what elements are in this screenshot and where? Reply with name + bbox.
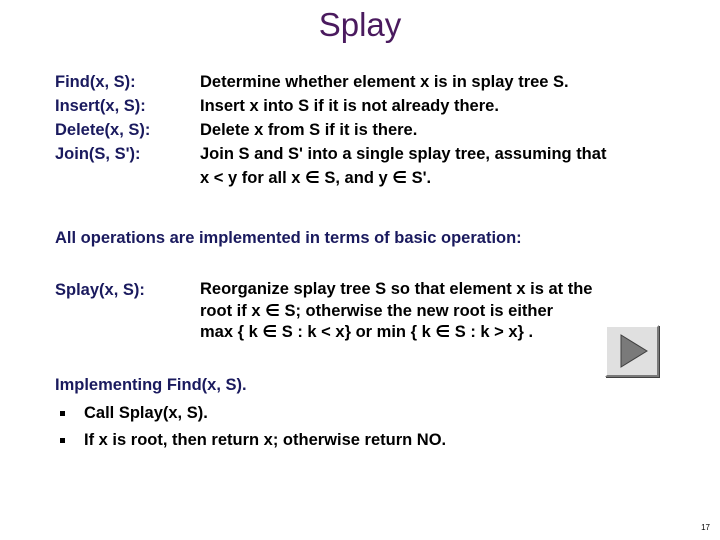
play-triangle-icon — [607, 327, 657, 375]
all-ops-statement: All operations are implemented in terms of basic operation: — [55, 229, 522, 247]
page-number: 17 — [701, 523, 710, 532]
op-label-splay: Splay(x, S): — [55, 281, 145, 299]
bullet-marker — [60, 411, 65, 416]
splay-desc-line: max { k ∈ S : k < x} or min { k ∈ S : k > x} . — [200, 323, 534, 341]
op-label-insert: Insert(x, S): — [55, 97, 146, 115]
op-desc-join-continuation: x < y for all x ∈ S, and y ∈ S'. — [200, 169, 432, 187]
page-title: Splay — [318, 6, 402, 43]
op-desc-find: Determine whether element x is in splay tree S. — [200, 73, 569, 91]
op-label-delete: Delete(x, S): — [55, 121, 151, 139]
play-button[interactable] — [605, 325, 659, 377]
op-desc-join: Join S and S' into a single splay tree, assuming that — [200, 145, 607, 163]
find-heading: Implementing Find(x, S). — [55, 376, 247, 394]
bullet-item: If x is root, then return x; otherwise return NO. — [84, 431, 447, 449]
bullet-marker — [60, 438, 65, 443]
op-desc-delete: Delete x from S if it is there. — [200, 121, 418, 139]
op-desc-splay — [200, 279, 592, 344]
bullet-item: Call Splay(x, S). — [84, 404, 208, 422]
op-label-find: Find(x, S): — [55, 73, 136, 91]
op-desc-insert: Insert x into S if it is not already there. — [200, 97, 499, 115]
splay-desc-line: root if x ∈ S; otherwise the new root is either — [200, 301, 554, 320]
op-label-join: Join(S, S'): — [55, 145, 141, 163]
splay-desc-line: Reorganize splay tree S so that element x is at the — [200, 280, 593, 298]
